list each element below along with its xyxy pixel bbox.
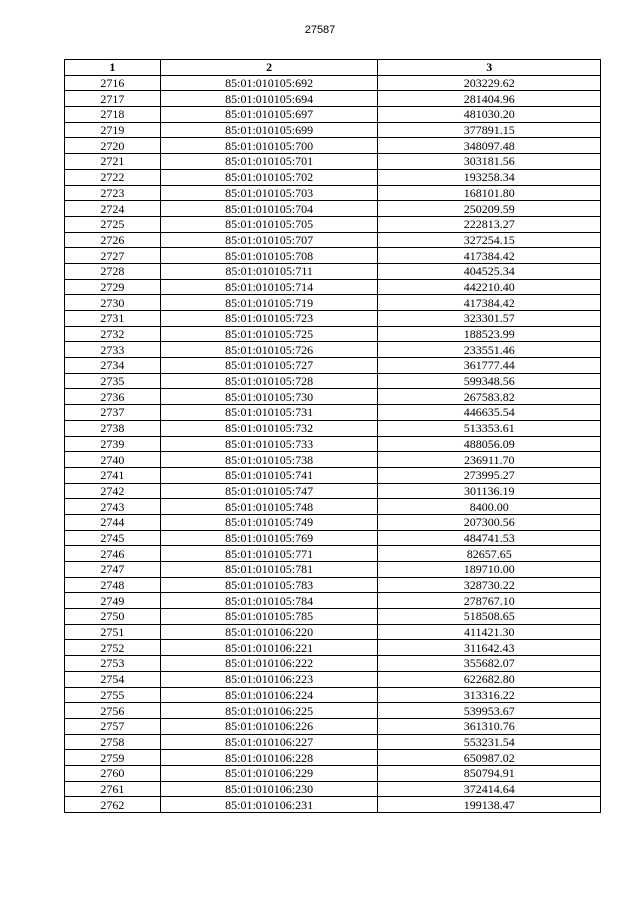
cadastral-number-cell: 85:01:010105:705: [160, 216, 378, 232]
table-row: [65, 342, 601, 358]
row-number-cell: 2738: [65, 420, 161, 436]
table-row: [65, 311, 601, 327]
cadastral-number-cell: 85:01:010105:785: [160, 609, 378, 625]
row-number-cell: 2729: [65, 279, 161, 295]
cadastral-number-cell: 85:01:010106:225: [160, 703, 378, 719]
cadastral-number-cell: 85:01:010105:749: [160, 514, 378, 530]
table-body: [65, 75, 601, 812]
row-number-cell: 2735: [65, 373, 161, 389]
value-cell: 8400.00: [378, 499, 601, 515]
value-cell: 188523.99: [378, 326, 601, 342]
table-row: [65, 703, 601, 719]
row-number-cell: 2759: [65, 750, 161, 766]
table-header: [65, 60, 601, 76]
row-number-cell: 2748: [65, 577, 161, 593]
table-row: [65, 169, 601, 185]
value-cell: 273995.27: [378, 467, 601, 483]
value-cell: 404525.34: [378, 263, 601, 279]
table-row: [65, 624, 601, 640]
table-row: [65, 91, 601, 107]
row-number-cell: 2722: [65, 169, 161, 185]
row-number-cell: 2741: [65, 467, 161, 483]
row-number-cell: 2717: [65, 91, 161, 107]
value-cell: 484741.53: [378, 530, 601, 546]
row-number-cell: 2726: [65, 232, 161, 248]
value-cell: 481030.20: [378, 107, 601, 123]
row-number-cell: 2746: [65, 546, 161, 562]
cadastral-number-cell: 85:01:010105:784: [160, 593, 378, 609]
cadastral-number-cell: 85:01:010105:732: [160, 420, 378, 436]
cadastral-number-cell: 85:01:010106:227: [160, 734, 378, 750]
row-number-cell: 2745: [65, 530, 161, 546]
table-row: [65, 593, 601, 609]
table-row: [65, 640, 601, 656]
table-row: [65, 326, 601, 342]
row-number-cell: 2739: [65, 436, 161, 452]
row-number-cell: 2727: [65, 248, 161, 264]
value-cell: 281404.96: [378, 91, 601, 107]
cadastral-number-cell: 85:01:010105:704: [160, 201, 378, 217]
table-row: [65, 530, 601, 546]
cadastral-number-cell: 85:01:010105:700: [160, 138, 378, 154]
value-cell: 377891.15: [378, 122, 601, 138]
table-row: [65, 138, 601, 154]
data-table: [64, 59, 601, 813]
table-row: [65, 609, 601, 625]
table-row: [65, 420, 601, 436]
value-cell: 301136.19: [378, 483, 601, 499]
value-cell: 417384.42: [378, 295, 601, 311]
row-number-cell: 2758: [65, 734, 161, 750]
value-cell: 250209.59: [378, 201, 601, 217]
value-cell: 553231.54: [378, 734, 601, 750]
row-number-cell: 2736: [65, 389, 161, 405]
table-row: [65, 671, 601, 687]
cadastral-number-cell: 85:01:010105:748: [160, 499, 378, 515]
table-row: [65, 373, 601, 389]
table-row: [65, 452, 601, 468]
row-number-cell: 2743: [65, 499, 161, 515]
table-row: [65, 185, 601, 201]
cadastral-number-cell: 85:01:010105:728: [160, 373, 378, 389]
table-row: [65, 201, 601, 217]
cadastral-number-cell: 85:01:010105:783: [160, 577, 378, 593]
cadastral-number-cell: 85:01:010105:711: [160, 263, 378, 279]
table-row: [65, 248, 601, 264]
table-row: [65, 750, 601, 766]
row-number-cell: 2749: [65, 593, 161, 609]
cadastral-number-cell: 85:01:010106:224: [160, 687, 378, 703]
value-cell: 199138.47: [378, 797, 601, 813]
table-row: [65, 781, 601, 797]
value-cell: 622682.80: [378, 671, 601, 687]
cadastral-number-cell: 85:01:010105:730: [160, 389, 378, 405]
row-number-cell: 2728: [65, 263, 161, 279]
row-number-cell: 2721: [65, 154, 161, 170]
column-header-2: 2: [160, 60, 378, 76]
row-number-cell: 2720: [65, 138, 161, 154]
row-number-cell: 2732: [65, 326, 161, 342]
value-cell: 442210.40: [378, 279, 601, 295]
cadastral-number-cell: 85:01:010105:719: [160, 295, 378, 311]
cadastral-number-cell: 85:01:010105:725: [160, 326, 378, 342]
value-cell: 348097.48: [378, 138, 601, 154]
cadastral-number-cell: 85:01:010105:707: [160, 232, 378, 248]
cadastral-number-cell: 85:01:010105:738: [160, 452, 378, 468]
table-row: [65, 107, 601, 123]
cadastral-number-cell: 85:01:010106:223: [160, 671, 378, 687]
value-cell: 850794.91: [378, 765, 601, 781]
row-number-cell: 2762: [65, 797, 161, 813]
table-row: [65, 154, 601, 170]
value-cell: 518508.65: [378, 609, 601, 625]
table-row: [65, 656, 601, 672]
value-cell: 168101.80: [378, 185, 601, 201]
value-cell: 193258.34: [378, 169, 601, 185]
table-row: [65, 216, 601, 232]
cadastral-number-cell: 85:01:010106:229: [160, 765, 378, 781]
cadastral-number-cell: 85:01:010105:781: [160, 562, 378, 578]
value-cell: 446635.54: [378, 405, 601, 421]
row-number-cell: 2733: [65, 342, 161, 358]
value-cell: 599348.56: [378, 373, 601, 389]
row-number-cell: 2757: [65, 718, 161, 734]
row-number-cell: 2750: [65, 609, 161, 625]
cadastral-number-cell: 85:01:010105:726: [160, 342, 378, 358]
row-number-cell: 2724: [65, 201, 161, 217]
value-cell: 267583.82: [378, 389, 601, 405]
cadastral-number-cell: 85:01:010106:222: [160, 656, 378, 672]
row-number-cell: 2756: [65, 703, 161, 719]
table-row: [65, 483, 601, 499]
cadastral-number-cell: 85:01:010105:771: [160, 546, 378, 562]
cadastral-number-cell: 85:01:010105:733: [160, 436, 378, 452]
table-row: [65, 718, 601, 734]
row-number-cell: 2740: [65, 452, 161, 468]
column-header-3: 3: [378, 60, 601, 76]
value-cell: 311642.43: [378, 640, 601, 656]
row-number-cell: 2731: [65, 311, 161, 327]
value-cell: 488056.09: [378, 436, 601, 452]
value-cell: 650987.02: [378, 750, 601, 766]
table-row: [65, 734, 601, 750]
page-number: 27587: [304, 24, 336, 36]
cadastral-number-cell: 85:01:010106:231: [160, 797, 378, 813]
value-cell: 417384.42: [378, 248, 601, 264]
row-number-cell: 2737: [65, 405, 161, 421]
row-number-cell: 2742: [65, 483, 161, 499]
cadastral-number-cell: 85:01:010105:769: [160, 530, 378, 546]
row-number-cell: 2734: [65, 358, 161, 374]
cadastral-number-cell: 85:01:010105:692: [160, 75, 378, 91]
table-row: [65, 279, 601, 295]
table-row: [65, 358, 601, 374]
cadastral-number-cell: 85:01:010105:708: [160, 248, 378, 264]
table-row: [65, 687, 601, 703]
table-row: [65, 797, 601, 813]
row-number-cell: 2755: [65, 687, 161, 703]
value-cell: 303181.56: [378, 154, 601, 170]
value-cell: 513353.61: [378, 420, 601, 436]
cadastral-number-cell: 85:01:010106:221: [160, 640, 378, 656]
value-cell: 361310.76: [378, 718, 601, 734]
table-row: [65, 405, 601, 421]
table-row: [65, 263, 601, 279]
row-number-cell: 2744: [65, 514, 161, 530]
row-number-cell: 2718: [65, 107, 161, 123]
column-header-1: 1: [65, 60, 161, 76]
cadastral-number-cell: 85:01:010106:220: [160, 624, 378, 640]
cadastral-number-cell: 85:01:010105:702: [160, 169, 378, 185]
table-row: [65, 577, 601, 593]
row-number-cell: 2751: [65, 624, 161, 640]
value-cell: 207300.56: [378, 514, 601, 530]
value-cell: 411421.30: [378, 624, 601, 640]
table-row: [65, 765, 601, 781]
table-row: [65, 232, 601, 248]
value-cell: 355682.07: [378, 656, 601, 672]
cadastral-number-cell: 85:01:010105:714: [160, 279, 378, 295]
value-cell: 203229.62: [378, 75, 601, 91]
row-number-cell: 2761: [65, 781, 161, 797]
value-cell: 82657.65: [378, 546, 601, 562]
table-row: [65, 499, 601, 515]
row-number-cell: 2752: [65, 640, 161, 656]
cadastral-number-cell: 85:01:010105:741: [160, 467, 378, 483]
cadastral-number-cell: 85:01:010106:226: [160, 718, 378, 734]
cadastral-number-cell: 85:01:010106:228: [160, 750, 378, 766]
cadastral-number-cell: 85:01:010105:731: [160, 405, 378, 421]
row-number-cell: 2753: [65, 656, 161, 672]
row-number-cell: 2730: [65, 295, 161, 311]
table-row: [65, 75, 601, 91]
row-number-cell: 2716: [65, 75, 161, 91]
row-number-cell: 2760: [65, 765, 161, 781]
cadastral-number-cell: 85:01:010105:727: [160, 358, 378, 374]
value-cell: 189710.00: [378, 562, 601, 578]
value-cell: 327254.15: [378, 232, 601, 248]
row-number-cell: 2754: [65, 671, 161, 687]
value-cell: 323301.57: [378, 311, 601, 327]
cadastral-number-cell: 85:01:010105:701: [160, 154, 378, 170]
table-row: [65, 389, 601, 405]
header-row: [65, 60, 601, 76]
cadastral-number-cell: 85:01:010105:697: [160, 107, 378, 123]
table-row: [65, 122, 601, 138]
value-cell: 236911.70: [378, 452, 601, 468]
value-cell: 222813.27: [378, 216, 601, 232]
table-row: [65, 562, 601, 578]
value-cell: 278767.10: [378, 593, 601, 609]
row-number-cell: 2725: [65, 216, 161, 232]
value-cell: 328730.22: [378, 577, 601, 593]
table-row: [65, 436, 601, 452]
cadastral-number-cell: 85:01:010105:723: [160, 311, 378, 327]
value-cell: 539953.67: [378, 703, 601, 719]
value-cell: 361777.44: [378, 358, 601, 374]
row-number-cell: 2747: [65, 562, 161, 578]
cadastral-number-cell: 85:01:010105:747: [160, 483, 378, 499]
value-cell: 233551.46: [378, 342, 601, 358]
cadastral-number-cell: 85:01:010105:703: [160, 185, 378, 201]
table-row: [65, 546, 601, 562]
cadastral-number-cell: 85:01:010105:694: [160, 91, 378, 107]
cadastral-number-cell: 85:01:010106:230: [160, 781, 378, 797]
value-cell: 313316.22: [378, 687, 601, 703]
value-cell: 372414.64: [378, 781, 601, 797]
table-row: [65, 514, 601, 530]
row-number-cell: 2719: [65, 122, 161, 138]
table-row: [65, 467, 601, 483]
table-row: [65, 295, 601, 311]
row-number-cell: 2723: [65, 185, 161, 201]
cadastral-number-cell: 85:01:010105:699: [160, 122, 378, 138]
